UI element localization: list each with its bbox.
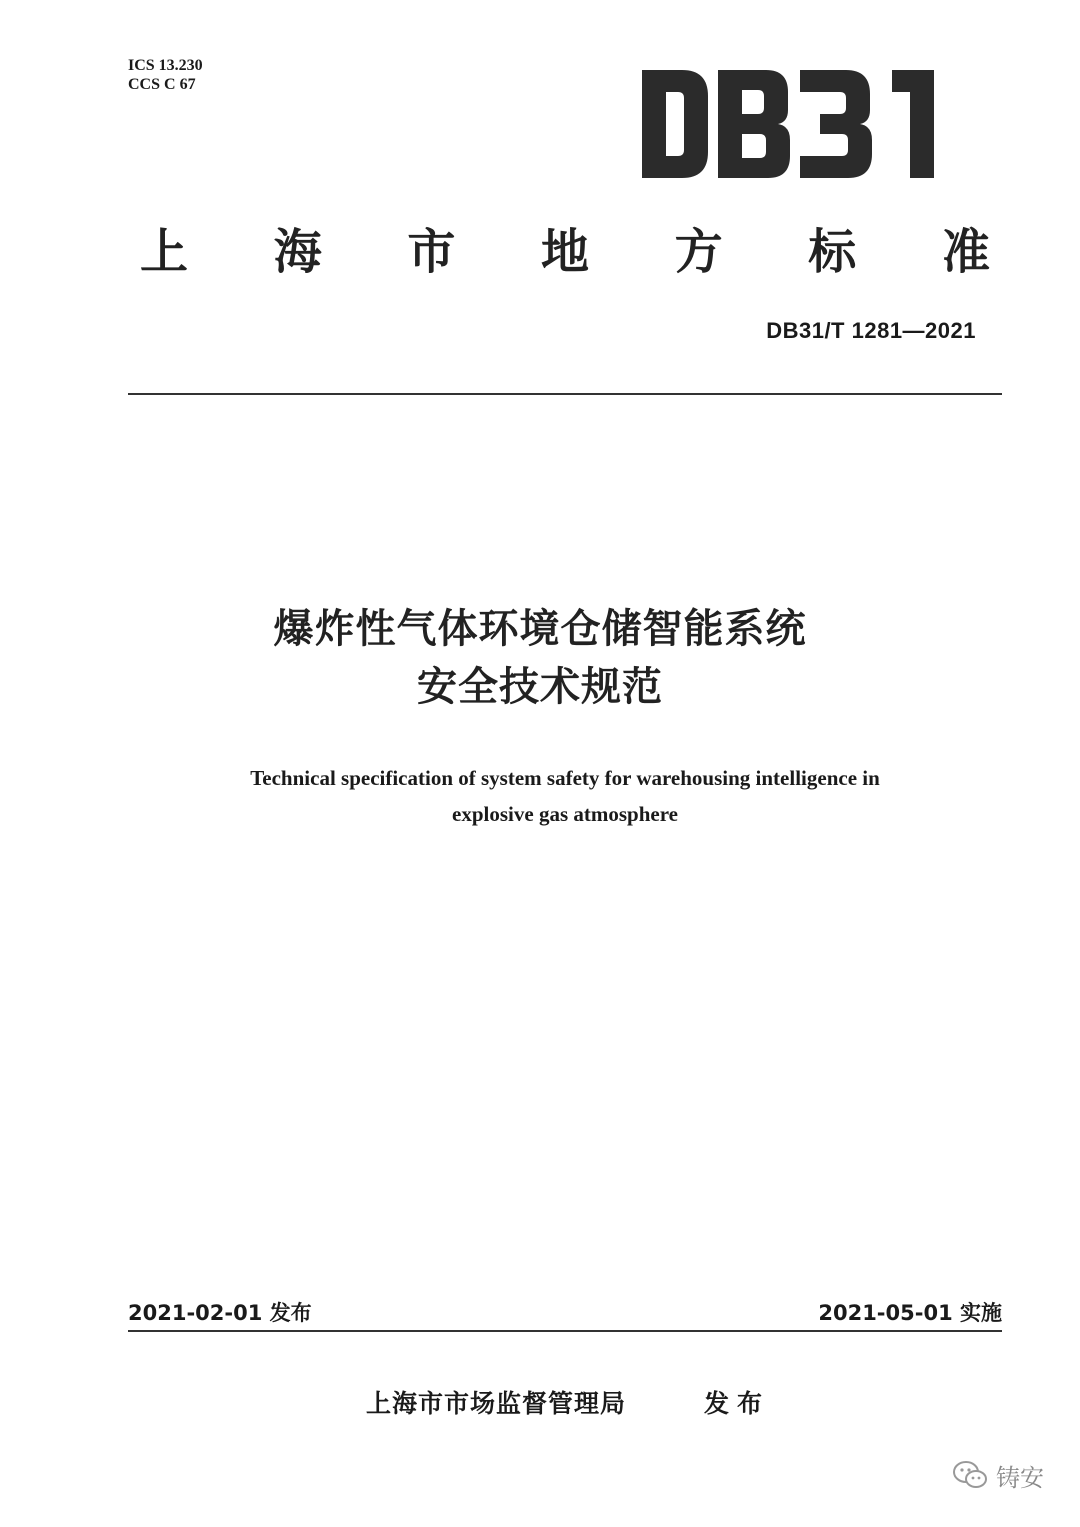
standard-name-char: 海 (273, 223, 322, 280)
title-cn-line2: 安全技术规范 (417, 664, 663, 710)
watermark (952, 1458, 1044, 1492)
standard-name-char: 市 (407, 223, 456, 280)
title-cn-line1: 爆炸性气体环境仓储智能系统 (273, 606, 807, 652)
title-en-line1: Technical specification of system safety for warehousing intelligence in (250, 766, 880, 790)
implement-date: 2021-05-01 实施 (818, 1301, 1002, 1325)
standard-type-name (140, 212, 990, 282)
release-date: 2021-02-01 发布 (128, 1301, 312, 1325)
wechat-icon (952, 1460, 988, 1490)
publish-label: 发布 (704, 1389, 771, 1418)
db31-logo (638, 66, 938, 182)
ics-code: ICS 13.230 (128, 57, 203, 74)
standard-name-char: 标 (808, 223, 857, 280)
standard-name-char: 上 (140, 223, 189, 280)
standard-number: DB31/T 1281—2021 (766, 318, 976, 343)
standard-name-char: 方 (674, 223, 723, 280)
db31-logo-graphic (638, 66, 938, 182)
standard-name-char: 准 (941, 223, 990, 280)
ccs-code: CCS C 67 (128, 76, 196, 93)
footer-divider (128, 1330, 1002, 1332)
watermark-text: 铸安 (996, 1463, 1044, 1492)
standard-name-char: 地 (540, 223, 589, 280)
title-en-line2: explosive gas atmosphere (452, 802, 678, 826)
header-divider (128, 393, 1002, 395)
classification-codes (128, 56, 203, 94)
document-title-en (0, 760, 1080, 832)
document-title-cn (0, 600, 1080, 716)
publisher-name: 上海市市场监督管理局 (366, 1389, 627, 1418)
